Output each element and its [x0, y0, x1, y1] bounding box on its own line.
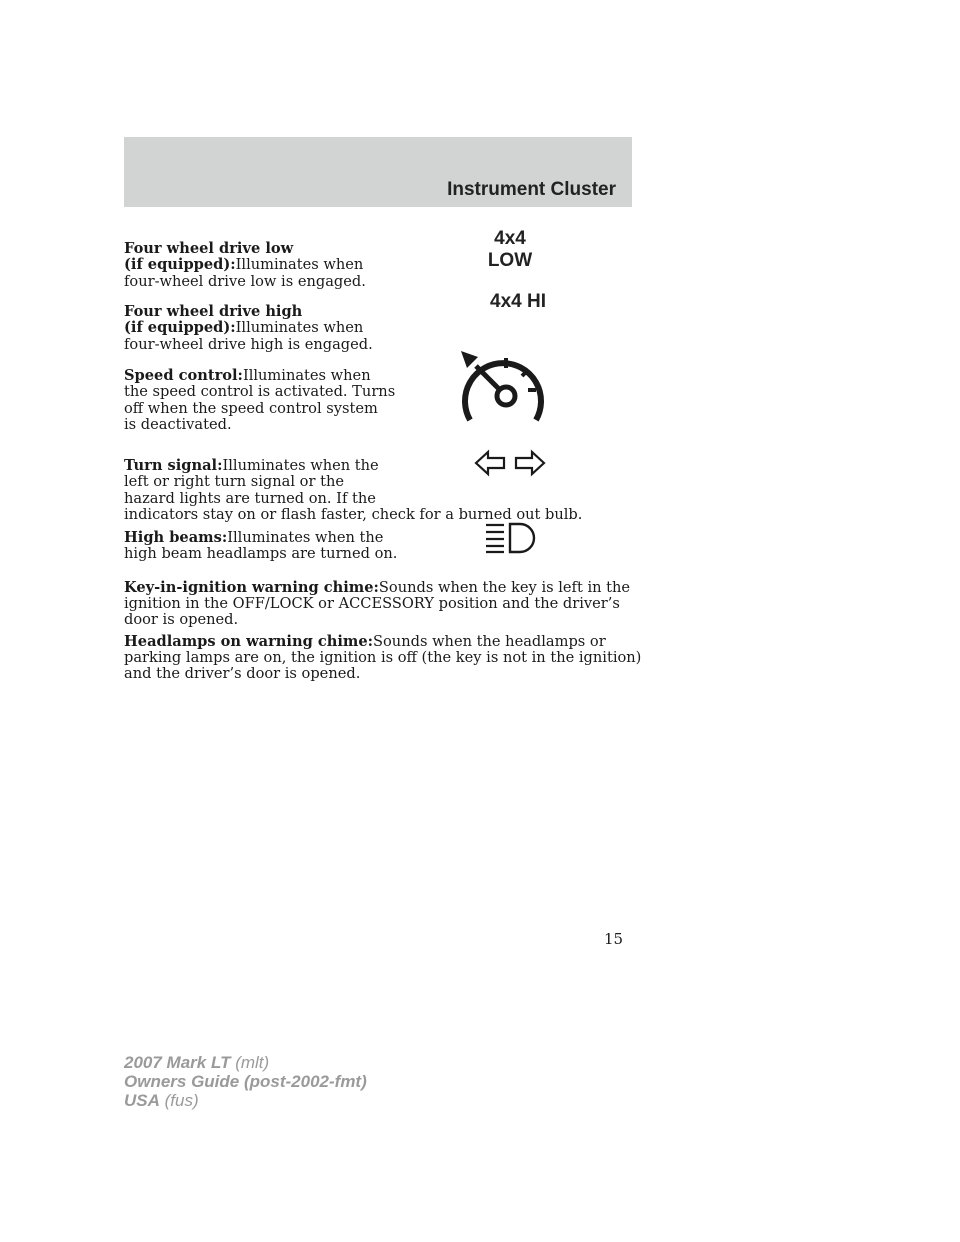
- document-footer: [124, 1053, 367, 1110]
- 4x4-hi-icon: 4x4 HI: [490, 291, 546, 312]
- para-text: Illuminates when the left or right turn signal or the hazard lights are turned on. If the indicators stay on or flash faster, check for a burned out bulb.: [124, 457, 583, 523]
- paragraph-headlamps-on-chime: [124, 634, 644, 683]
- footer-model-code: (mlt): [230, 1053, 270, 1072]
- footer-guide-name: Owners Guide (post-2002-fmt): [124, 1072, 367, 1091]
- para-text: Illuminates when the speed control is activated. Turns off when the speed control system is deactivated.: [124, 367, 396, 433]
- para-title: High beams:: [124, 529, 228, 547]
- paragraph-high-beams: [124, 514, 414, 563]
- para-text: Sounds when the key is left in the ignition in the OFF/LOCK or ACCESSORY position and the driver’s door is opened.: [124, 579, 631, 629]
- paragraph-4x4-high: [124, 288, 414, 353]
- page-number: 15: [604, 930, 624, 948]
- para-text: Sounds when the headlamps or parking lamps are on, the ignition is off (the key is not in the ignition) and the driver’s door is opened.: [124, 633, 642, 683]
- footer-market-code: (fus): [159, 1091, 199, 1110]
- para-text: Illuminates when four-wheel drive low is engaged.: [124, 256, 366, 290]
- section-title: Instrument Cluster: [447, 179, 616, 200]
- speedometer-icon: [458, 350, 548, 428]
- footer-model: 2007 Mark LT: [124, 1053, 231, 1072]
- icon-label-line2: LOW: [487, 250, 533, 271]
- paragraph-key-in-ignition-chime: [124, 580, 644, 629]
- para-title: Key-in-ignition warning chime:: [124, 579, 379, 596]
- para-title: Turn signal:: [124, 457, 223, 475]
- para-text: Illuminates when the high beam headlamps are turned on.: [124, 529, 398, 563]
- section-header-band: [124, 137, 632, 207]
- para-title: Four wheel drive high (if equipped):: [124, 303, 303, 337]
- footer-market: USA: [124, 1091, 160, 1110]
- para-title: Speed control:: [124, 367, 243, 385]
- turn-signal-arrows-icon: [474, 449, 546, 477]
- icon-label-line1: 4x4: [494, 228, 526, 249]
- paragraph-speed-control: [124, 352, 414, 433]
- high-beam-icon: [484, 522, 540, 554]
- 4x4-low-icon: [480, 228, 540, 272]
- paragraph-turn-signal: [124, 442, 644, 523]
- paragraph-4x4-low: [124, 225, 414, 290]
- para-title: Four wheel drive low (if equipped):: [124, 240, 294, 274]
- para-text: Illuminates when four-wheel drive high is engaged.: [124, 319, 373, 353]
- para-title: Headlamps on warning chime:: [124, 633, 374, 650]
